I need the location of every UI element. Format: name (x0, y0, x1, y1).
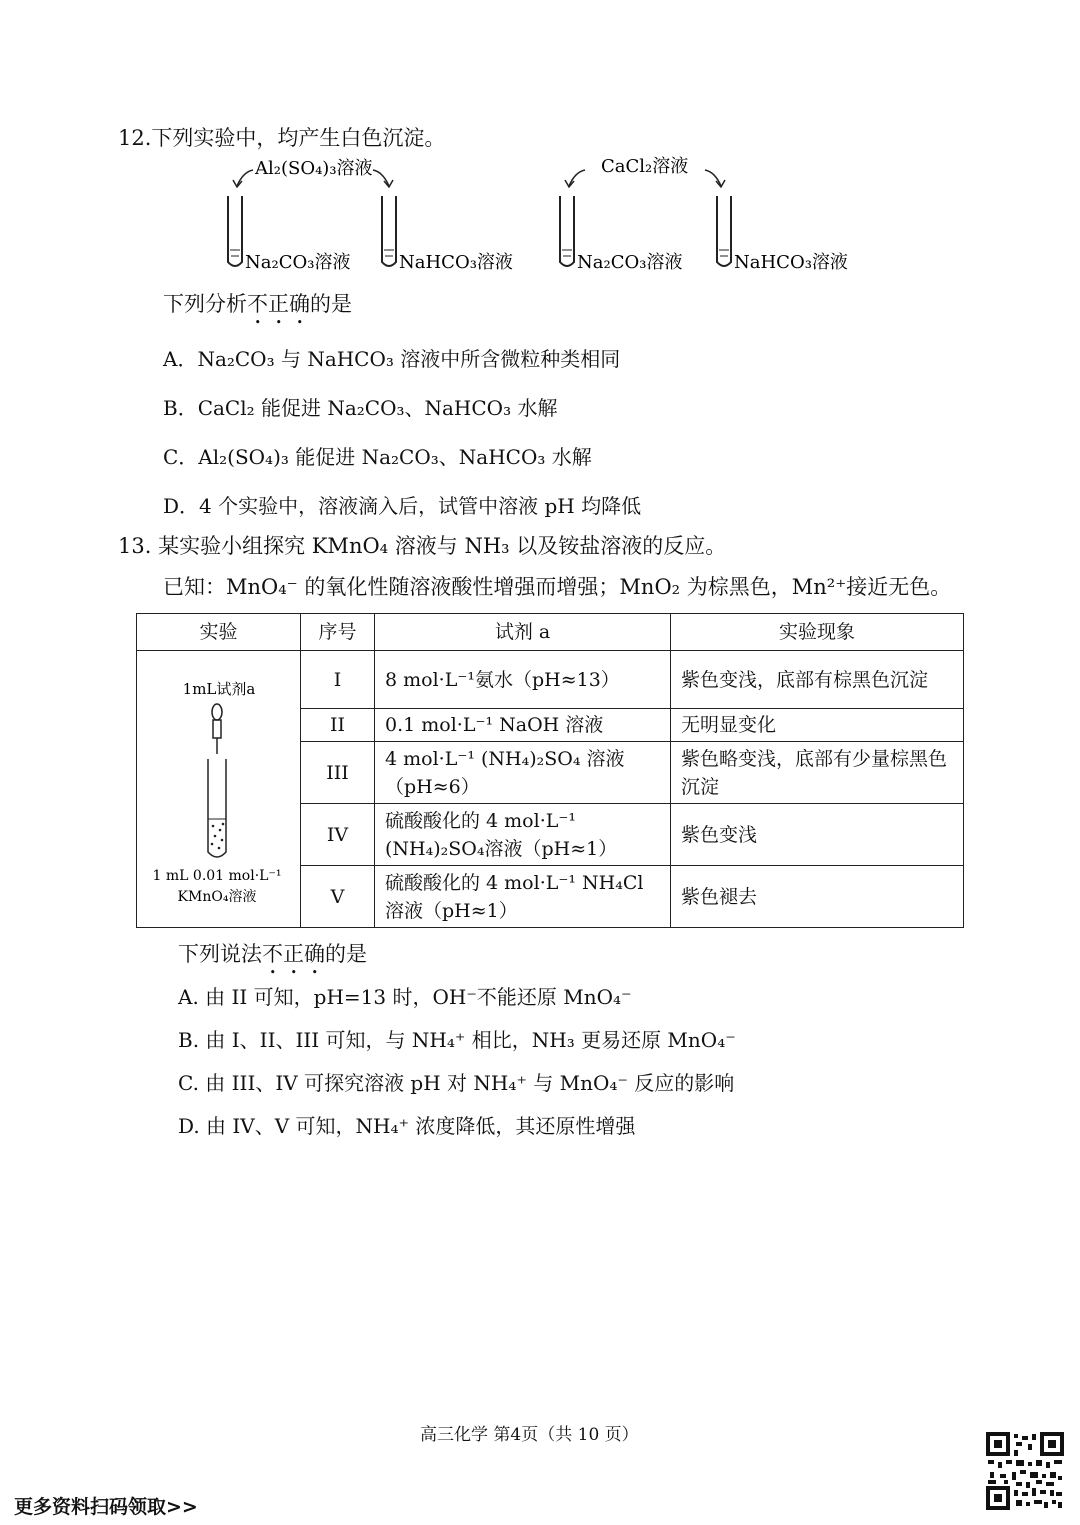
tube-label-1: Na₂CO₃溶液 (245, 252, 351, 273)
experiment-table (136, 613, 964, 928)
apparatus-bottom-label-1: 1 mL 0.01 mol·L⁻¹ (152, 868, 282, 884)
q12-apparatus-figure (215, 150, 875, 280)
reagent-label-1: Al₂(SO₄)₃溶液 (255, 158, 373, 179)
row-phenomenon: 紫色变浅 (671, 804, 964, 866)
promo-text[interactable]: 更多资料扫码领取>> (14, 1496, 198, 1518)
table-header-row (137, 614, 964, 651)
row-phenomenon: 紫色变浅，底部有棕黑色沉淀 (671, 651, 964, 709)
test-tube-icon (208, 759, 226, 857)
row-phenomenon: 紫色略变浅，底部有少量棕黑色沉淀 (671, 742, 964, 804)
q13-option-c: C. 由 III、IV 可探究溶液 pH 对 NH₄⁺ 与 MnO₄⁻ 反应的影响 (178, 1071, 735, 1095)
row-number: IV (301, 804, 375, 866)
q12-option-c: C．Al₂(SO₄)₃ 能促进 Na₂CO₃、NaHCO₃ 水解 (163, 445, 592, 469)
header-reagent: 试剂 a (375, 614, 671, 651)
table-row (137, 651, 964, 709)
q13-option-d: D. 由 IV、V 可知，NH₄⁺ 浓度降低，其还原性增强 (178, 1114, 636, 1138)
dropper-tube-figure (137, 654, 301, 924)
header-experiment: 实验 (137, 614, 301, 651)
q13-option-a: A. 由 II 可知，pH=13 时，OH⁻不能还原 MnO₄⁻ (178, 985, 632, 1009)
q12-stem: 12.下列实验中，均产生白色沉淀。 (118, 126, 446, 150)
test-tube-2 (382, 196, 396, 266)
q12-option-d: D．4 个实验中，溶液滴入后，试管中溶液 pH 均降低 (163, 494, 642, 518)
q12-ask: 下列分析不正确的是 (163, 292, 352, 316)
row-number: I (301, 651, 375, 709)
page-info: 高三化学 第4页（共 10 页） (420, 1425, 639, 1445)
header-phenomenon: 实验现象 (671, 614, 964, 651)
tube-label-4: NaHCO₃溶液 (734, 252, 848, 273)
reagent-label-2: CaCl₂溶液 (601, 156, 689, 177)
q12-option-a: A．Na₂CO₃ 与 NaHCO₃ 溶液中所含微粒种类相同 (163, 347, 621, 371)
row-reagent: 8 mol·L⁻¹氨水（pH≈13） (375, 651, 671, 709)
emphasis-not-correct: 不正确 (262, 942, 325, 966)
qr-code-icon[interactable] (986, 1432, 1064, 1510)
test-tube-3 (560, 196, 574, 266)
row-phenomenon: 紫色褪去 (671, 866, 964, 928)
q12-option-b: B．CaCl₂ 能促进 Na₂CO₃、NaHCO₃ 水解 (163, 396, 558, 420)
row-number: II (301, 709, 375, 742)
test-tube-4 (717, 196, 731, 266)
row-reagent: 0.1 mol·L⁻¹ NaOH 溶液 (375, 709, 671, 742)
dropper-icon (212, 704, 222, 754)
row-number: III (301, 742, 375, 804)
tube-label-2: NaHCO₃溶液 (399, 252, 513, 273)
apparatus-cell (137, 651, 301, 928)
row-reagent: 硫酸酸化的 4 mol·L⁻¹ (NH₄)₂SO₄溶液（pH≈1） (375, 804, 671, 866)
q13-stem: 13. 某实验小组探究 KMnO₄ 溶液与 NH₃ 以及铵盐溶液的反应。 (118, 534, 727, 558)
header-number: 序号 (301, 614, 375, 651)
row-reagent: 硫酸酸化的 4 mol·L⁻¹ NH₄Cl 溶液（pH≈1） (375, 866, 671, 928)
q13-known: 已知：MnO₄⁻ 的氧化性随溶液酸性增强而增强；MnO₂ 为棕黑色，Mn²⁺接近无色。 (163, 575, 952, 599)
row-phenomenon: 无明显变化 (671, 709, 964, 742)
emphasis-not-correct: 不正确 (247, 292, 310, 316)
row-number: V (301, 866, 375, 928)
row-reagent: 4 mol·L⁻¹ (NH₄)₂SO₄ 溶液（pH≈6） (375, 742, 671, 804)
q13-ask: 下列说法不正确的是 (178, 942, 367, 966)
apparatus-bottom-label-2: KMnO₄溶液 (177, 889, 257, 905)
test-tube-1 (228, 196, 242, 266)
q13-option-b: B. 由 I、II、III 可知，与 NH₄⁺ 相比，NH₃ 更易还原 MnO₄⁻ (178, 1028, 736, 1052)
apparatus-top-label: 1mL试剂a (182, 680, 256, 698)
tube-label-3: Na₂CO₃溶液 (577, 252, 683, 273)
